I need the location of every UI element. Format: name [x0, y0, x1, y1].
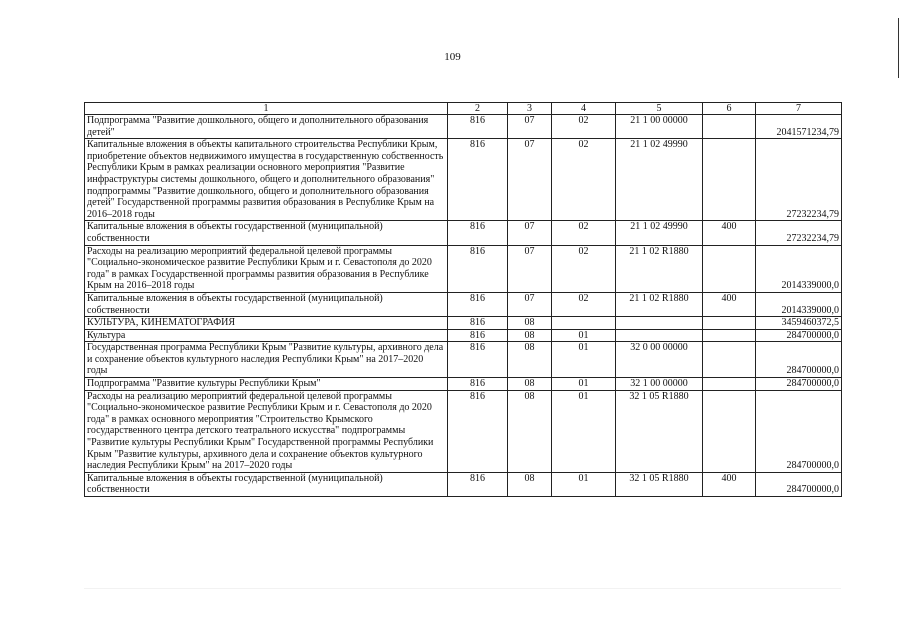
row-rz: 07	[508, 245, 552, 292]
row-gr: 816	[448, 329, 508, 342]
row-rz: 08	[508, 342, 552, 378]
row-sum: 27232234,79	[756, 221, 842, 245]
table-row	[85, 115, 842, 139]
row-name: Капитальные вложения в объекты капитального строительства Республики Крым, приобретение объектов недвижимого имущества в государственную собственность Республики Крым в рамках реализации основного мероприятия "Развитие инфраструктуры системы дошкольного, общего и дополнительного образования" подпрограммы "Развитие дошкольного, общего и дополнительного образования детей" Государственной программы развития образования в Республике Крым на 2016–2018 годы	[85, 139, 448, 221]
row-csr	[616, 317, 703, 330]
table-row	[85, 390, 842, 472]
row-pr: 01	[552, 329, 616, 342]
row-vr	[703, 390, 756, 472]
row-gr: 816	[448, 245, 508, 292]
row-name: Подпрограмма "Развитие культуры Республики Крым"	[85, 378, 448, 391]
row-rz: 08	[508, 317, 552, 330]
row-rz: 07	[508, 292, 552, 316]
row-name: Культура	[85, 329, 448, 342]
budget-table	[84, 102, 842, 497]
table-header-row	[85, 103, 842, 115]
row-gr: 816	[448, 221, 508, 245]
row-pr	[552, 317, 616, 330]
table-row	[85, 472, 842, 496]
header-cell: 5	[616, 103, 703, 115]
row-sum: 284700000,0	[756, 342, 842, 378]
header-cell: 2	[448, 103, 508, 115]
row-rz: 07	[508, 115, 552, 139]
row-csr: 32 1 00 00000	[616, 378, 703, 391]
row-sum: 3459460372,5	[756, 317, 842, 330]
row-vr	[703, 329, 756, 342]
row-pr: 02	[552, 115, 616, 139]
table-row	[85, 292, 842, 316]
header-cell: 3	[508, 103, 552, 115]
page-number: 109	[444, 51, 461, 63]
table-row	[85, 342, 842, 378]
row-gr: 816	[448, 139, 508, 221]
row-csr: 21 1 02 49990	[616, 221, 703, 245]
row-vr	[703, 342, 756, 378]
row-name: Капитальные вложения в объекты государственной (муниципальной) собственности	[85, 221, 448, 245]
row-name: Государственная программа Республики Крым "Развитие культуры, архивного дела и сохранение объектов культурного наследия Республики Крым" на 2017–2020 годы	[85, 342, 448, 378]
row-csr: 32 1 05 R1880	[616, 390, 703, 472]
row-name: Расходы на реализацию мероприятий федеральной целевой программы "Социально-экономическое развитие Республики Крым и г. Севастополя до 2020 года" в рамках Государственной программы развития образования в Республике Крым на 2016–2018 годы	[85, 245, 448, 292]
row-pr: 01	[552, 390, 616, 472]
row-rz: 08	[508, 472, 552, 496]
row-csr: 32 0 00 00000	[616, 342, 703, 378]
row-rz: 08	[508, 390, 552, 472]
row-name: КУЛЬТУРА, КИНЕМАТОГРАФИЯ	[85, 317, 448, 330]
row-vr: 400	[703, 221, 756, 245]
row-pr: 02	[552, 139, 616, 221]
row-pr: 02	[552, 292, 616, 316]
row-vr: 400	[703, 472, 756, 496]
row-gr: 816	[448, 378, 508, 391]
row-pr: 02	[552, 245, 616, 292]
row-name: Подпрограмма "Развитие дошкольного, общего и дополнительного образования детей"	[85, 115, 448, 139]
table-row	[85, 378, 842, 391]
row-vr	[703, 115, 756, 139]
row-rz: 07	[508, 139, 552, 221]
row-gr: 816	[448, 292, 508, 316]
row-sum: 27232234,79	[756, 139, 842, 221]
table-row	[85, 245, 842, 292]
row-rz: 08	[508, 378, 552, 391]
row-gr: 816	[448, 317, 508, 330]
row-csr: 21 1 02 49990	[616, 139, 703, 221]
row-vr	[703, 378, 756, 391]
row-name: Расходы на реализацию мероприятий федеральной целевой программы "Социально-экономическое развитие Республики Крым и г. Севастополя до 2020 года" в рамках основного мероприятия "Строительство Крымского государственного центра детского театрального искусства" подпрограммы "Развитие культуры Республики Крым" Государственной программы Республики Крым "Развитие культуры, архивного дела и сохранение объектов культурного наследия Республики Крым" на 2017–2020 годы	[85, 390, 448, 472]
scan-artifact-line	[84, 588, 841, 589]
row-name: Капитальные вложения в объекты государственной (муниципальной) собственности	[85, 292, 448, 316]
table-row	[85, 221, 842, 245]
row-rz: 07	[508, 221, 552, 245]
row-vr	[703, 317, 756, 330]
row-csr: 21 1 02 R1880	[616, 292, 703, 316]
row-gr: 816	[448, 472, 508, 496]
table-row	[85, 317, 842, 330]
header-cell: 7	[756, 103, 842, 115]
table-row	[85, 329, 842, 342]
header-cell: 4	[552, 103, 616, 115]
row-csr: 21 1 00 00000	[616, 115, 703, 139]
row-name: Капитальные вложения в объекты государственной (муниципальной) собственности	[85, 472, 448, 496]
table-row	[85, 139, 842, 221]
row-vr	[703, 139, 756, 221]
row-rz: 08	[508, 329, 552, 342]
row-sum: 2041571234,79	[756, 115, 842, 139]
row-gr: 816	[448, 342, 508, 378]
row-pr: 01	[552, 472, 616, 496]
row-pr: 01	[552, 342, 616, 378]
row-csr	[616, 329, 703, 342]
row-sum: 284700000,0	[756, 329, 842, 342]
row-csr: 21 1 02 R1880	[616, 245, 703, 292]
row-sum: 284700000,0	[756, 472, 842, 496]
row-pr: 01	[552, 378, 616, 391]
row-sum: 2014339000,0	[756, 292, 842, 316]
row-gr: 816	[448, 115, 508, 139]
row-csr: 32 1 05 R1880	[616, 472, 703, 496]
row-sum: 284700000,0	[756, 378, 842, 391]
row-sum: 284700000,0	[756, 390, 842, 472]
header-cell: 6	[703, 103, 756, 115]
row-gr: 816	[448, 390, 508, 472]
row-sum: 2014339000,0	[756, 245, 842, 292]
header-cell: 1	[85, 103, 448, 115]
page-edge-mark	[898, 18, 899, 78]
row-vr: 400	[703, 292, 756, 316]
row-pr: 02	[552, 221, 616, 245]
row-vr	[703, 245, 756, 292]
